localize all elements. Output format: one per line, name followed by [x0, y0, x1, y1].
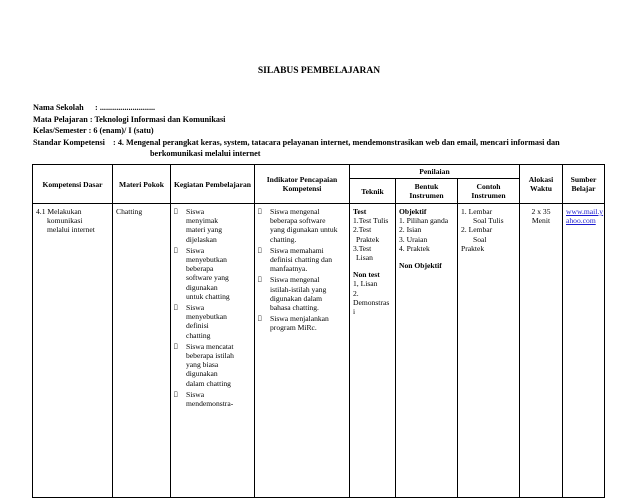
bullet-icon: [258, 207, 270, 244]
indikator-line: bahasa chatting.: [270, 303, 319, 313]
bullet-icon: [258, 275, 270, 312]
list-item: [174, 303, 251, 340]
cell-materi: [113, 204, 171, 498]
bentuk-item: 4. Praktek: [399, 243, 430, 253]
meta-value: berkomunikasi melalui internet: [150, 149, 261, 158]
kegiatan-line: menyebutkan: [186, 312, 227, 322]
meta-label: Kelas/Semester: [33, 126, 87, 135]
meta-row-sk-cont: [33, 148, 560, 160]
kegiatan-line: dijelaskan: [186, 234, 217, 244]
kegiatan-line: menyebutkan: [186, 255, 227, 265]
header-bentuk: Bentuk Instrumen: [396, 179, 458, 204]
teknik-nontest-heading: Non test: [353, 270, 380, 280]
page-title: SILABUS PEMBELAJARAN: [257, 66, 381, 76]
header-contoh: Contoh Instrumen: [458, 179, 520, 204]
teknik-item: Lisan: [356, 253, 373, 263]
list-item: [258, 314, 346, 332]
contoh-item: Praktek: [461, 243, 485, 253]
indikator-line: program MiRc.: [270, 323, 317, 333]
kegiatan-line: Siswa: [186, 245, 205, 255]
list-item: [174, 342, 251, 388]
cell-bentuk: [396, 204, 458, 498]
teknik-item: Demonstras: [353, 297, 390, 307]
contoh-item: Soal Tulis: [473, 216, 504, 226]
contoh-item: 2. Lembar: [461, 225, 493, 235]
header-indikator: Indikator Pencapaian Kompetensi: [255, 165, 350, 204]
kegiatan-line: Siswa mencatat: [186, 341, 234, 351]
cell-indikator: [255, 204, 350, 498]
list-item: [258, 207, 346, 244]
list-item: [258, 246, 346, 274]
cell-kompetensi-dasar: [33, 204, 113, 498]
indikator-line: Siswa menjalankan: [270, 314, 329, 324]
indikator-line: yang digunakan untuk: [270, 225, 338, 235]
kegiatan-line: untuk chatting: [186, 291, 230, 301]
cell-sumber: [563, 204, 605, 498]
meta-row-sekolah: [33, 102, 560, 114]
list-item: [174, 390, 251, 408]
alokasi-line: Menit: [531, 216, 551, 226]
sumber-link[interactable]: www.mail.y: [566, 207, 604, 216]
cell-kegiatan: [171, 204, 255, 498]
header-sumber: Sumber Belajar: [563, 165, 605, 204]
bullet-icon: [174, 246, 186, 301]
kegiatan-line: beberapa: [186, 264, 214, 274]
alokasi-line: 2 x 35: [531, 207, 551, 216]
teknik-item: Praktek: [356, 234, 380, 244]
meta-value: : ...........................: [95, 103, 156, 112]
bentuk-item: 1. Pilihan ganda: [399, 216, 449, 226]
teknik-item: 1.Test Tulis: [353, 216, 389, 226]
teknik-item: 2.: [353, 288, 359, 298]
cell-alokasi: [520, 204, 563, 498]
kegiatan-line: digunakan: [186, 282, 218, 292]
header-materi-pokok: Materi Pokok: [113, 165, 171, 204]
teknik-item: 2.Test: [353, 225, 372, 235]
indikator-line: chatting.: [270, 234, 297, 244]
indikator-line: Siswa mengenal: [270, 275, 320, 285]
kegiatan-line: dalam chatting: [186, 378, 231, 388]
kegiatan-line: Siswa: [186, 207, 205, 216]
indikator-line: Siswa mengenal: [270, 207, 320, 216]
cell-contoh: [458, 204, 520, 498]
table-row: [33, 204, 605, 498]
header-teknik: Teknik: [350, 179, 396, 204]
indikator-line: Siswa memahami: [270, 245, 324, 255]
sumber-link[interactable]: ahoo.com: [566, 216, 596, 226]
meta-label: Standar Kompetensi: [33, 137, 105, 147]
meta-row-kelas: [33, 125, 560, 137]
meta-label: Mata Pelajaran: [33, 114, 88, 124]
indikator-line: beberapa software: [270, 216, 326, 226]
kegiatan-line: materi yang: [186, 225, 223, 235]
teknik-item: i: [353, 307, 356, 317]
list-item: [174, 207, 251, 244]
bentuk-item: 3. Uraian: [399, 234, 428, 244]
list-item: [258, 275, 346, 312]
indikator-line: digunakan dalam: [270, 293, 323, 303]
bullet-icon: [174, 303, 186, 340]
bullet-icon: [174, 207, 186, 244]
bullet-icon: [258, 246, 270, 274]
indikator-line: istilah-istilah yang: [270, 284, 327, 294]
materi-text: Chatting: [116, 207, 143, 216]
meta-row-mapel: [33, 114, 560, 126]
meta-value: : Teknologi Informasi dan Komunikasi: [89, 114, 226, 124]
kd-number: 4.1: [36, 207, 46, 216]
kd-line: komunikasi: [47, 216, 83, 226]
kd-line: melalui internet: [47, 225, 95, 235]
kegiatan-line: digunakan: [186, 369, 218, 379]
meta-value: : 4. Mengenal perangkat keras, system, tatacara pelayanan internet, mendemonstrasikan web dan email, mencari informasi dan: [113, 137, 560, 147]
header-penilaian: Penilaian: [350, 165, 520, 179]
kegiatan-line: beberapa istilah: [186, 351, 234, 361]
kegiatan-line: yang biasa: [186, 360, 219, 370]
bullet-icon: [258, 314, 270, 332]
kegiatan-line: mendemonstra-: [186, 399, 234, 409]
kd-line: Melakukan: [47, 207, 82, 216]
header-alokasi: Alokasi Waktu: [520, 165, 563, 204]
list-item: [174, 246, 251, 301]
meta-value: : 6 (enam)/ I (satu): [88, 126, 154, 135]
kegiatan-line: Siswa: [186, 303, 205, 313]
kegiatan-line: definisi: [186, 321, 209, 331]
header-kegiatan: Kegiatan Pembelajaran: [171, 165, 255, 204]
kegiatan-line: menyimak: [186, 216, 219, 226]
header-kompetensi-dasar: Kompetensi Dasar: [33, 165, 113, 204]
bentuk-objektif: Objektif: [399, 207, 427, 216]
syllabus-table: [32, 164, 605, 498]
indikator-line: definisi chatting dan: [270, 255, 332, 265]
cell-teknik: [350, 204, 396, 498]
teknik-test-heading: Test: [353, 207, 367, 216]
contoh-item: 1. Lembar: [461, 207, 493, 216]
bullet-icon: [174, 390, 186, 408]
meta-row-sk: [33, 137, 560, 149]
teknik-item: 3.Test: [353, 243, 372, 253]
indikator-line: manfaatnya.: [270, 264, 308, 274]
bentuk-item: 2. Isian: [399, 225, 422, 235]
kegiatan-line: chatting: [186, 330, 211, 340]
kegiatan-line: Siswa: [186, 389, 205, 399]
meta-label: Nama Sekolah: [33, 103, 84, 112]
bentuk-non-objektif: Non Objektif: [399, 261, 442, 271]
kegiatan-line: software yang: [186, 273, 229, 283]
contoh-item: Soal: [473, 234, 487, 244]
teknik-item: 1, Lisan: [353, 279, 378, 289]
bullet-icon: [174, 342, 186, 388]
syllabus-meta: [33, 102, 560, 160]
